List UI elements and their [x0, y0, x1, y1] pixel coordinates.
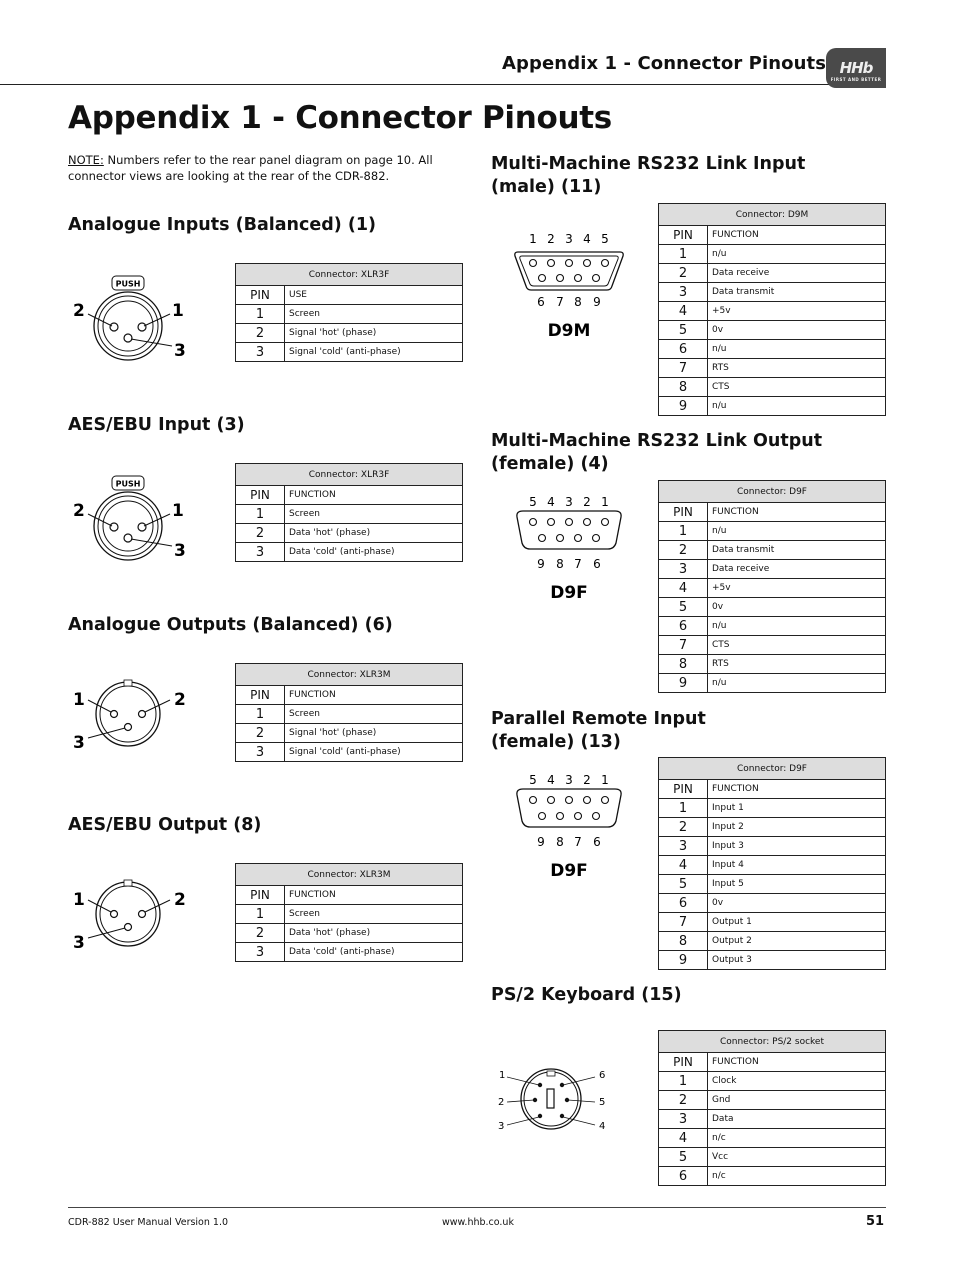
pin-function: Signal 'hot' (phase)	[285, 724, 463, 743]
pin-header: PIN	[236, 686, 285, 705]
function-header: FUNCTION	[285, 686, 463, 705]
table-row	[659, 875, 886, 894]
pin-number: 1	[236, 305, 285, 324]
pinout-table	[235, 863, 463, 962]
table-row	[659, 856, 886, 875]
pin-function: n/u	[708, 522, 886, 541]
d9f-diagram	[510, 771, 640, 886]
pinout-table	[658, 757, 886, 970]
table-row	[236, 343, 463, 362]
pin-number: 1	[236, 705, 285, 724]
pin-number: 1	[236, 905, 285, 924]
connector-type: Connector: D9M	[659, 204, 886, 226]
xlr3f-diagram	[68, 270, 198, 370]
table-row	[659, 799, 886, 818]
pin-function: Input 1	[708, 799, 886, 818]
pin-function: Data 'hot' (phase)	[285, 524, 463, 543]
svg-text:6: 6	[599, 1070, 606, 1081]
svg-text:2: 2	[547, 232, 555, 246]
pin-function: n/u	[708, 397, 886, 416]
table-row	[659, 1129, 886, 1148]
pin-function: Data	[708, 1110, 886, 1129]
pin-function: n/u	[708, 617, 886, 636]
table-row	[659, 579, 886, 598]
svg-text:6: 6	[593, 557, 601, 571]
footer-website: www.hhb.co.uk	[442, 1217, 514, 1228]
note-paragraph	[68, 152, 468, 184]
pin-number: 1	[236, 505, 285, 524]
connector-type: Connector: XLR3F	[236, 464, 463, 486]
pin-function: CTS	[708, 636, 886, 655]
pin-number: 9	[659, 397, 708, 416]
svg-text:4: 4	[547, 773, 555, 787]
svg-text:3: 3	[73, 733, 85, 753]
pin-function: Input 5	[708, 875, 886, 894]
pin-function: n/u	[708, 674, 886, 693]
table-row	[236, 743, 463, 762]
d9f-label: D9F	[550, 583, 588, 603]
svg-text:2: 2	[73, 301, 85, 321]
pin-number: 6	[659, 894, 708, 913]
pin-function: Input 3	[708, 837, 886, 856]
pin-function: Data receive	[708, 264, 886, 283]
svg-text:1: 1	[601, 773, 609, 787]
table-row	[236, 905, 463, 924]
connector-type: Connector: XLR3M	[236, 864, 463, 886]
pin-number: 3	[236, 343, 285, 362]
function-header: USE	[285, 286, 463, 305]
pin-number: 6	[659, 617, 708, 636]
connector-type: Connector: PS/2 socket	[659, 1031, 886, 1053]
pinout-table	[235, 263, 463, 362]
pin-function: Signal 'cold' (anti-phase)	[285, 743, 463, 762]
ps2-diagram	[495, 1065, 615, 1140]
pin-function: Data 'cold' (anti-phase)	[285, 943, 463, 962]
svg-text:3: 3	[565, 232, 573, 246]
pin-number: 7	[659, 359, 708, 378]
pin-function: n/u	[708, 245, 886, 264]
table-row	[236, 943, 463, 962]
svg-text:6: 6	[593, 835, 601, 849]
pinout-table	[235, 463, 463, 562]
pin-number: 3	[659, 1110, 708, 1129]
pin-function: n/u	[708, 340, 886, 359]
connector-type: Connector: D9F	[659, 481, 886, 503]
function-header: FUNCTION	[708, 780, 886, 799]
table-row	[659, 560, 886, 579]
table-row	[659, 818, 886, 837]
d9m-label: D9M	[547, 321, 591, 341]
connector-type: Connector: D9F	[659, 758, 886, 780]
table-row	[659, 302, 886, 321]
function-header: FUNCTION	[285, 486, 463, 505]
table-row	[236, 724, 463, 743]
pin-number: 1	[659, 522, 708, 541]
table-row	[236, 924, 463, 943]
table-row	[659, 932, 886, 951]
table-row	[659, 951, 886, 970]
table-row	[659, 245, 886, 264]
pin-number: 2	[659, 1091, 708, 1110]
pin-number: 7	[659, 636, 708, 655]
pin-number: 3	[236, 943, 285, 962]
pin-function: Output 1	[708, 913, 886, 932]
pin-function: Screen	[285, 305, 463, 324]
function-header: FUNCTION	[708, 226, 886, 245]
svg-text:8: 8	[574, 295, 582, 309]
pin-function: Screen	[285, 705, 463, 724]
function-header: FUNCTION	[708, 1053, 886, 1072]
pin-header: PIN	[236, 286, 285, 305]
svg-text:2: 2	[583, 495, 591, 509]
xlr3m-diagram	[68, 678, 198, 758]
pin-number: 5	[659, 598, 708, 617]
d9f-diagram	[510, 493, 640, 608]
pin-number: 4	[659, 1129, 708, 1148]
running-header: Appendix 1 - Connector Pinouts	[502, 53, 827, 74]
svg-text:9: 9	[537, 557, 545, 571]
pin-number: 4	[659, 579, 708, 598]
svg-text:2: 2	[174, 690, 186, 710]
pin-function: 0v	[708, 894, 886, 913]
svg-text:3: 3	[174, 541, 186, 561]
table-row	[659, 655, 886, 674]
pin-number: 5	[659, 321, 708, 340]
svg-text:9: 9	[593, 295, 601, 309]
pin-number: 2	[236, 324, 285, 343]
pin-number: 2	[236, 924, 285, 943]
pinout-table	[658, 203, 886, 416]
pin-function: Output 3	[708, 951, 886, 970]
pin-number: 7	[659, 913, 708, 932]
svg-text:3: 3	[565, 495, 573, 509]
pin-number: 5	[659, 1148, 708, 1167]
svg-text:5: 5	[529, 495, 537, 509]
table-row	[236, 543, 463, 562]
pin-function: n/c	[708, 1129, 886, 1148]
svg-text:5: 5	[599, 1097, 606, 1108]
svg-text:2: 2	[174, 890, 186, 910]
section-title-aes-output: AES/EBU Output (8)	[68, 815, 262, 835]
xlr3f-diagram	[68, 470, 198, 570]
pin-function: RTS	[708, 655, 886, 674]
svg-text:6: 6	[537, 295, 545, 309]
pin-number: 1	[659, 245, 708, 264]
pin-number: 2	[659, 818, 708, 837]
pin-number: 8	[659, 378, 708, 397]
pin-function: Input 2	[708, 818, 886, 837]
pin-number: 2	[659, 264, 708, 283]
svg-text:3: 3	[73, 933, 85, 953]
push-label: PUSH	[115, 279, 141, 289]
table-row	[659, 617, 886, 636]
function-header: FUNCTION	[285, 886, 463, 905]
table-row	[659, 1148, 886, 1167]
pin-function: Data 'cold' (anti-phase)	[285, 543, 463, 562]
pin-function: +5v	[708, 579, 886, 598]
svg-text:1: 1	[73, 890, 85, 910]
section-title-analogue-outputs: Analogue Outputs (Balanced) (6)	[68, 615, 393, 635]
svg-text:4: 4	[547, 495, 555, 509]
header-rule	[0, 84, 830, 85]
pin-function: Clock	[708, 1072, 886, 1091]
pin-number: 4	[659, 302, 708, 321]
table-row	[659, 1110, 886, 1129]
pin-header: PIN	[659, 1053, 708, 1072]
section-title-rs232-output: Multi-Machine RS232 Link Output (female) (4)	[491, 431, 823, 474]
table-row	[659, 264, 886, 283]
table-row	[659, 913, 886, 932]
pinout-table	[235, 663, 463, 762]
pin-number: 8	[659, 932, 708, 951]
svg-text:7: 7	[574, 557, 582, 571]
pin-number: 2	[236, 524, 285, 543]
table-row	[659, 359, 886, 378]
table-row	[659, 1167, 886, 1186]
svg-text:5: 5	[601, 232, 609, 246]
pin-number: 3	[236, 743, 285, 762]
pin-function: CTS	[708, 378, 886, 397]
svg-text:2: 2	[583, 773, 591, 787]
pin-function: Data 'hot' (phase)	[285, 924, 463, 943]
svg-text:9: 9	[537, 835, 545, 849]
pin-function: Gnd	[708, 1091, 886, 1110]
pinout-table	[658, 1030, 886, 1186]
pin-number: 5	[659, 875, 708, 894]
svg-text:1: 1	[499, 1070, 506, 1081]
note-text: Numbers refer to the rear panel diagram on page 10. All connector views are looking at the rear of the CDR-882.	[68, 153, 433, 183]
table-row	[236, 505, 463, 524]
pin-header: PIN	[659, 503, 708, 522]
section-title-analogue-inputs: Analogue Inputs (Balanced) (1)	[68, 215, 377, 235]
pin-number: 3	[659, 837, 708, 856]
svg-text:2: 2	[73, 501, 85, 521]
svg-text:1: 1	[172, 501, 184, 521]
table-row	[659, 522, 886, 541]
pin-function: Data transmit	[708, 541, 886, 560]
pin-function: 0v	[708, 598, 886, 617]
table-row	[659, 340, 886, 359]
pin-number: 3	[236, 543, 285, 562]
pin-function: Screen	[285, 905, 463, 924]
pin-function: Data receive	[708, 560, 886, 579]
table-row	[236, 324, 463, 343]
table-row	[659, 541, 886, 560]
pin-number: 6	[659, 1167, 708, 1186]
note-label: NOTE:	[68, 153, 104, 167]
section-title-parallel-remote: Parallel Remote Input (female) (13)	[491, 709, 706, 752]
svg-text:1: 1	[172, 301, 184, 321]
footer-manual-version: CDR-882 User Manual Version 1.0	[68, 1217, 229, 1228]
svg-text:3: 3	[174, 341, 186, 361]
pin-number: 4	[659, 856, 708, 875]
svg-text:3: 3	[565, 773, 573, 787]
pin-function: Signal 'hot' (phase)	[285, 324, 463, 343]
pin-function: Output 2	[708, 932, 886, 951]
pin-header: PIN	[659, 780, 708, 799]
svg-text:8: 8	[556, 557, 564, 571]
svg-text:2: 2	[498, 1097, 505, 1108]
pin-number: 9	[659, 674, 708, 693]
table-row	[659, 837, 886, 856]
svg-text:8: 8	[556, 835, 564, 849]
svg-text:1: 1	[529, 232, 537, 246]
pin-function: Vcc	[708, 1148, 886, 1167]
table-row	[659, 674, 886, 693]
pin-header: PIN	[236, 486, 285, 505]
pin-function: 0v	[708, 321, 886, 340]
pin-number: 1	[659, 799, 708, 818]
pin-header: PIN	[236, 886, 285, 905]
pin-function: Signal 'cold' (anti-phase)	[285, 343, 463, 362]
table-row	[659, 321, 886, 340]
pin-number: 3	[659, 560, 708, 579]
svg-text:7: 7	[574, 835, 582, 849]
pin-number: 2	[659, 541, 708, 560]
table-row	[236, 705, 463, 724]
table-row	[659, 1072, 886, 1091]
table-row	[236, 305, 463, 324]
svg-text:5: 5	[529, 773, 537, 787]
function-header: FUNCTION	[708, 503, 886, 522]
push-label: PUSH	[115, 479, 141, 489]
pin-number: 9	[659, 951, 708, 970]
svg-text:4: 4	[599, 1121, 606, 1132]
svg-text:1: 1	[601, 495, 609, 509]
table-row	[659, 636, 886, 655]
page-number: 51	[866, 1214, 885, 1229]
connector-type: Connector: XLR3M	[236, 664, 463, 686]
svg-text:4: 4	[583, 232, 591, 246]
footer-rule	[68, 1207, 886, 1208]
section-title-ps2-keyboard: PS/2 Keyboard (15)	[491, 985, 682, 1005]
pin-function: Input 4	[708, 856, 886, 875]
table-row	[659, 1091, 886, 1110]
table-row	[236, 524, 463, 543]
pin-header: PIN	[659, 226, 708, 245]
svg-text:7: 7	[556, 295, 564, 309]
pin-number: 6	[659, 340, 708, 359]
pin-function: RTS	[708, 359, 886, 378]
table-row	[659, 894, 886, 913]
pin-number: 1	[659, 1072, 708, 1091]
pin-function: Screen	[285, 505, 463, 524]
table-row	[659, 397, 886, 416]
section-title-aes-input: AES/EBU Input (3)	[68, 415, 245, 435]
pin-function: n/c	[708, 1167, 886, 1186]
d9f-label: D9F	[550, 861, 588, 881]
pin-function: Data transmit	[708, 283, 886, 302]
connector-type: Connector: XLR3F	[236, 264, 463, 286]
table-row	[659, 598, 886, 617]
table-row	[659, 283, 886, 302]
pin-function: +5v	[708, 302, 886, 321]
table-row	[659, 378, 886, 397]
svg-text:1: 1	[73, 690, 85, 710]
hhb-logo: HHb FIRST AND BETTER	[826, 48, 886, 88]
pin-number: 3	[659, 283, 708, 302]
xlr3m-diagram	[68, 878, 198, 958]
svg-text:3: 3	[498, 1121, 505, 1132]
pin-number: 8	[659, 655, 708, 674]
pin-number: 2	[236, 724, 285, 743]
d9m-diagram	[510, 228, 640, 343]
page-title: Appendix 1 - Connector Pinouts	[68, 100, 612, 136]
pinout-table	[658, 480, 886, 693]
section-title-rs232-input: Multi-Machine RS232 Link Input (male) (11)	[491, 154, 806, 197]
